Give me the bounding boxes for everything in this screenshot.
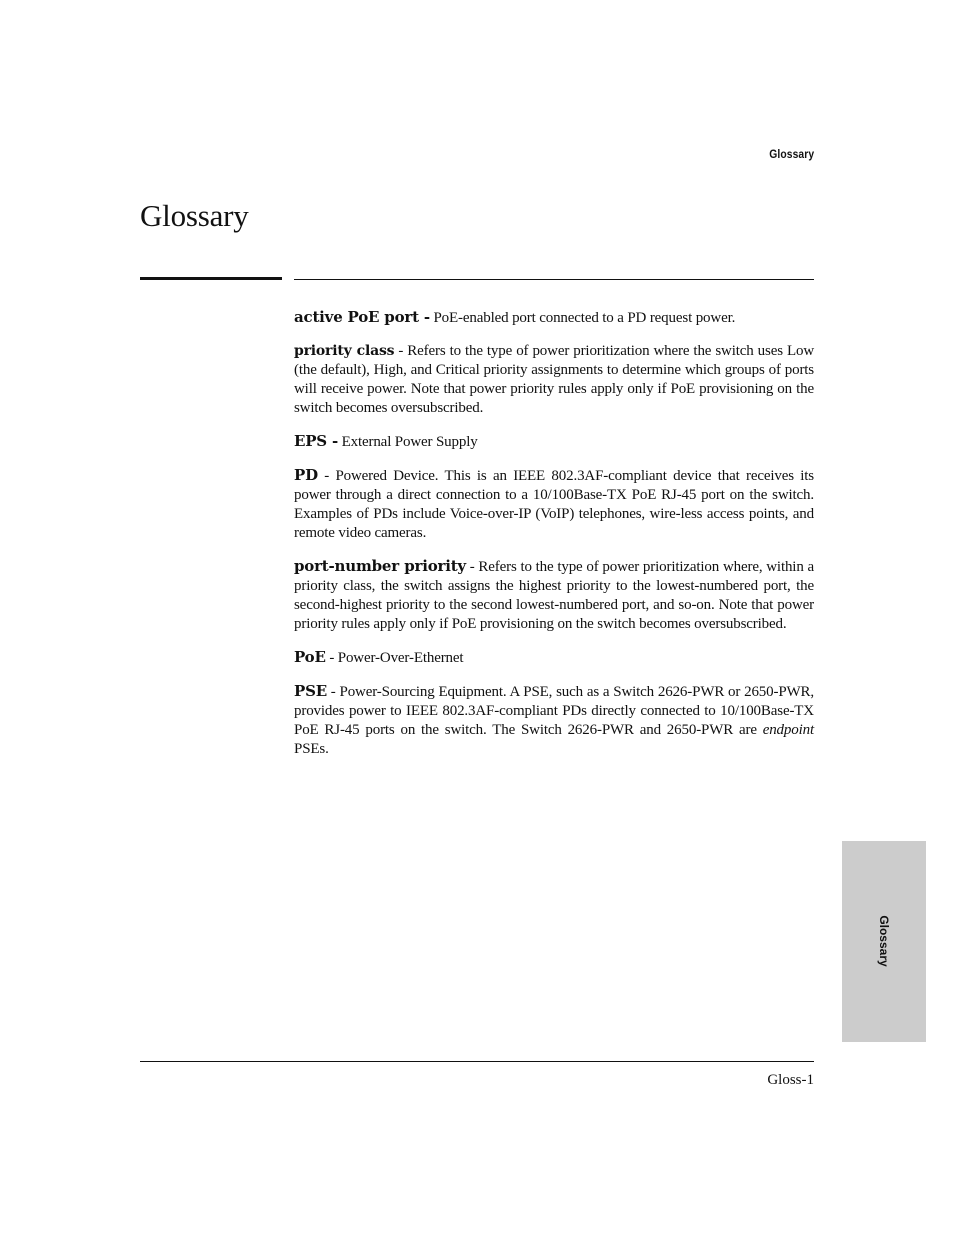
glossary-term: port-number priority [294, 557, 466, 575]
glossary-entry-active-poe-port [294, 308, 814, 328]
glossary-entry-pd [294, 466, 814, 543]
glossary-entry-eps [294, 432, 814, 452]
glossary-definition: - Power-Over-Ethernet [325, 650, 464, 666]
glossary-term: PD [294, 466, 318, 484]
glossary-term: active PoE port - [294, 308, 430, 326]
glossary-entry-pse [294, 682, 814, 759]
section-tab-label: Glossary [877, 915, 891, 967]
footer-rule [140, 1061, 814, 1062]
glossary-entry-poe [294, 648, 814, 668]
glossary-definition: PoE-enabled port connected to a PD request power. [429, 310, 736, 326]
glossary-entry-priority-class [294, 342, 814, 418]
section-tab [842, 841, 926, 1042]
glossary-term: PoE [294, 648, 326, 666]
glossary-definition: External Power Supply [338, 434, 478, 450]
page-title: Glossary [140, 198, 249, 233]
title-rule-thick [140, 277, 282, 280]
glossary-entry-port-number-priority [294, 557, 814, 634]
glossary-term: PSE [294, 682, 327, 700]
running-header: Glossary [769, 147, 814, 161]
glossary-term: EPS - [294, 432, 338, 450]
glossary-definition: - Powered Device. This is an IEEE 802.3AF-compliant device that receives its power through a direct connection to a 10/100Base-TX PoE RJ-45 port on the switch. Examples of PDs include Voice-over-IP (VoIP) telephones, wire-less access points, and remote video cameras. [294, 468, 814, 541]
glossary-definition: - Refers to the type of power prioritization where, within a priority class, the switch assigns the highest priority to the lowest-numbered port, the second-highest priority to the second lowest-numbered port, and so-on. Note that power priority rules apply only if PoE provisioning on the switch becomes oversubscribed. [294, 559, 814, 632]
glossary-definition-emphasis: endpoint [762, 722, 814, 738]
glossary-definition: - Refers to the type of power prioritization where the switch uses Low (the default), High, and Critical priority assignments to determine which groups of ports will receive power. Note that power priority rules apply only if PoE provisioning on the switch becomes oversubscribed. [294, 343, 815, 416]
glossary-entries [294, 308, 814, 773]
glossary-term: priority class [294, 343, 395, 359]
page-number: Gloss-1 [767, 1072, 814, 1088]
glossary-definition: - Power-Sourcing Equipment. A PSE, such as a Switch 2626-PWR or 2650-PWR, provides power to IEEE 802.3AF-compliant PDs directly connected to 10/100Base-TX PoE RJ-45 ports on the switch. The Switch 2626-PWR and 2650-PWR are [294, 684, 814, 738]
title-rule-thin [294, 279, 814, 280]
glossary-definition: PSEs. [294, 741, 329, 757]
